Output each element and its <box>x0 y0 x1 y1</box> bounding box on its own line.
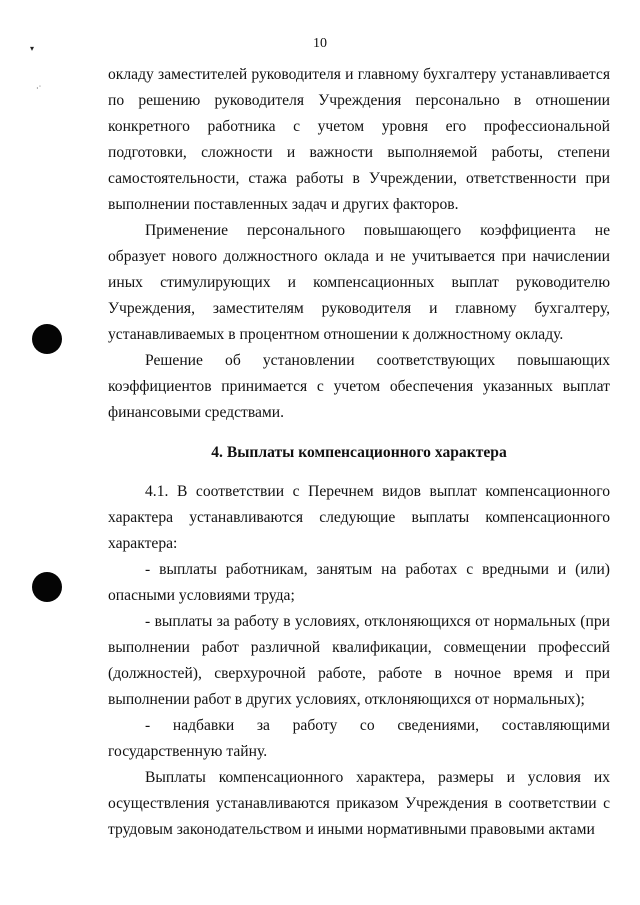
list-item: - надбавки за работу со сведениями, составляющими государственную тайну. <box>108 717 610 760</box>
paragraph: Применение персонального повышающего коэффициента не образует нового должностного оклада и не учитывается при начислении иных стимулирующих и компенсационных выплат руководителю Учреждения, заместителям руководителя и главному бухгалтеру, устанавливаемых в процентном отношении к должностному окладу. <box>108 222 610 343</box>
scan-mark: ·˙ <box>36 84 42 93</box>
punch-hole <box>32 324 62 354</box>
paragraph: Выплаты компенсационного характера, размеры и условия их осуществления устанавливаются приказом Учреждения в соответствии с трудовым законодательством и иными нормативными правовыми актами <box>108 769 610 838</box>
list-item: - выплаты за работу в условиях, отклоняющихся от нормальных (при выполнении работ различной квалификации, совмещении профессий (должностей), сверхурочной работе, работе в ночное время и при выполнении работ в других условиях, отклоняющихся от нормальных); <box>108 613 610 708</box>
paragraph: Решение об установлении соответствующих повышающих коэффициентов принимается с учетом обеспечения указанных выплат финансовыми средствами. <box>108 352 610 421</box>
punch-hole <box>32 572 62 602</box>
scan-mark: ▾ <box>30 44 35 53</box>
document-body <box>108 62 610 843</box>
list-item: - выплаты работникам, занятым на работах с вредными и (или) опасными условиями труда; <box>108 561 610 604</box>
section-heading: 4. Выплаты компенсационного характера <box>211 444 507 461</box>
paragraph: 4.1. В соответствии с Перечнем видов выплат компенсационного характера устанавливаются следующие выплаты компенсационного характера: <box>108 483 610 552</box>
page-number: 10 <box>313 36 327 51</box>
paragraph: окладу заместителей руководителя и главному бухгалтеру устанавливается по решению руководителя Учреждения персонально в отношении конкретного работника с учетом уровня его профессиональной подготовки, сложности и важности выполняемой работы, степени самостоятельности, стажа работы в Учреждении, ответственности при выполнении поставленных задач и других факторов. <box>108 66 610 213</box>
